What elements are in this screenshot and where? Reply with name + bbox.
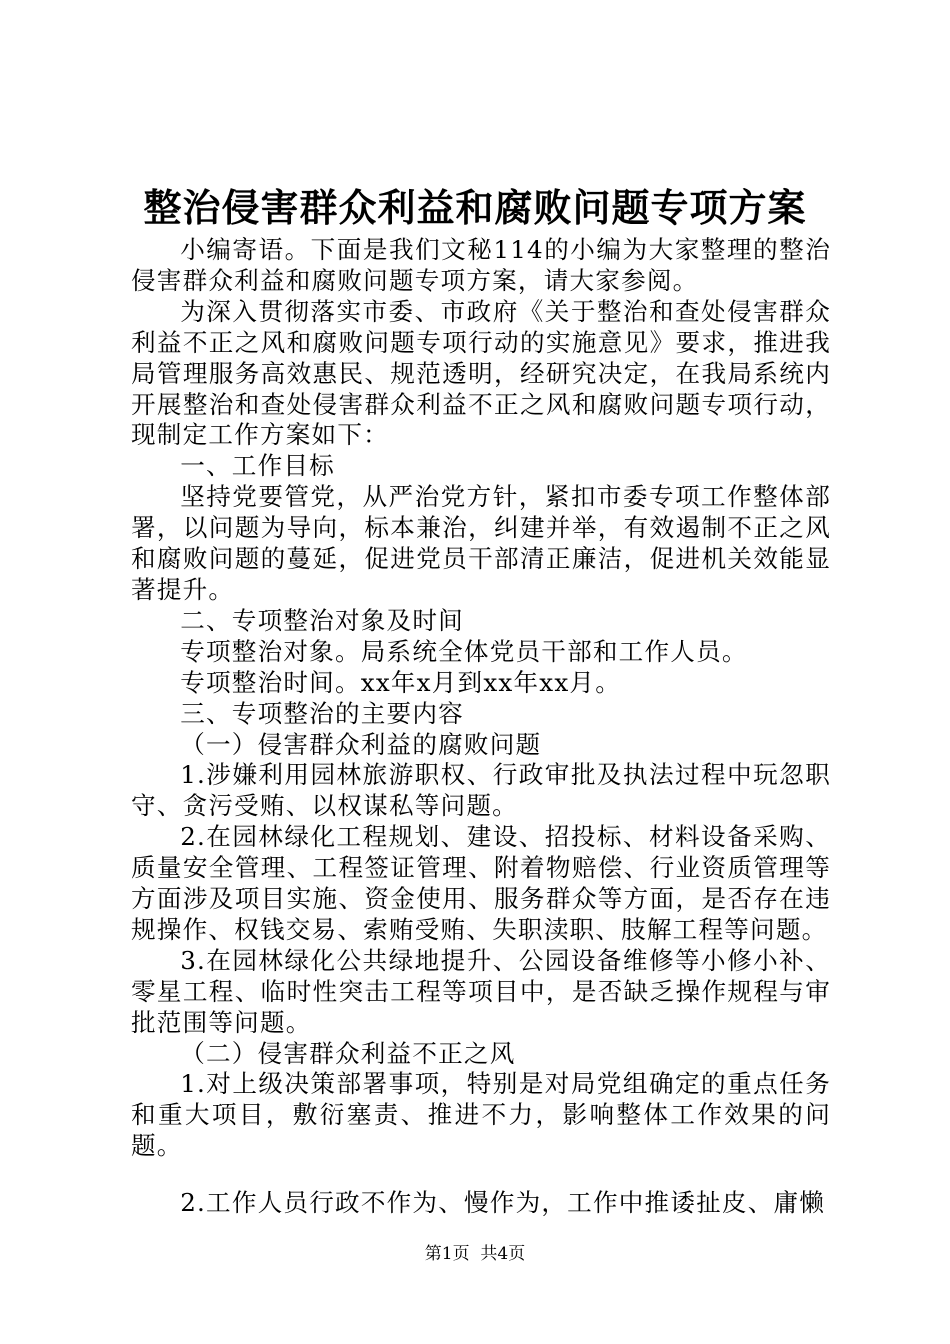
paragraph-preamble: 为深入贯彻落实市委、市政府《关于整治和查处侵害群众利益不正之风和腐败问题专项行动的实施意见》要求，推进我局管理服务高效惠民、规范透明，经研究决定，在我局系统内开展整治和查处侵害群众利益不正之风和腐败问题专项行动，现制定工作方案如下： [131,296,831,450]
document-body [131,235,831,1219]
paragraph-intro: 小编寄语。下面是我们文秘114的小编为大家整理的整治侵害群众利益和腐败问题专项方案，请大家参阅。 [131,235,831,295]
paragraph-work-goal: 坚持党要管党，从严治党方针，紧扣市委专项工作整体部署，以问题为导向，标本兼治，纠建并举，有效遏制不正之风和腐败问题的蔓延，促进党员干部清正廉洁，促进机关效能显著提升。 [131,482,831,604]
subheading-unhealthy-practices: （二）侵害群众利益不正之风 [180,1038,516,1068]
document-title: 整治侵害群众利益和腐败问题专项方案 [143,185,807,230]
subheading-corruption: （一）侵害群众利益的腐败问题 [180,729,542,759]
heading-targets-and-time: 二、专项整治对象及时间 [180,605,464,635]
heading-main-content: 三、专项整治的主要内容 [180,698,464,728]
page-footer: 第1页 共4页 [424,1244,526,1264]
list-item-corruption-1: 1.涉嫌利用园林旅游职权、行政审批及执法过程中玩忽职守、贪污受贿、以权谋私等问题。 [131,760,831,821]
paragraph-time: 专项整治时间。xx年x月到xx年xx月。 [180,667,621,697]
list-item-corruption-3: 3.在园林绿化公共绿地提升、公园设备维修等小修小补、零星工程、临时性突击工程等项目中，是否缺乏操作规程与审批范围等问题。 [131,945,831,1037]
list-item-corruption-2: 2.在园林绿化工程规划、建设、招投标、材料设备采购、质量安全管理、工程签证管理、附着物赔偿、行业资质管理等方面涉及项目实施、资金使用、服务群众等方面，是否存在违规操作、权钱交易、索贿受贿、失职渎职、肢解工程等问题。 [131,822,831,944]
heading-work-goal: 一、工作目标 [180,451,335,481]
paragraph-targets: 专项整治对象。局系统全体党员干部和工作人员。 [180,636,748,666]
list-item-practices-1: 1.对上级决策部署事项，特别是对局党组确定的重点任务和重大项目，敷衍塞责、推进不力，影响整体工作效果的问题。 [131,1069,831,1161]
list-item-practices-2: 2.工作人员行政不作为、慢作为，工作中推诿扯皮、庸懒 [180,1188,826,1218]
